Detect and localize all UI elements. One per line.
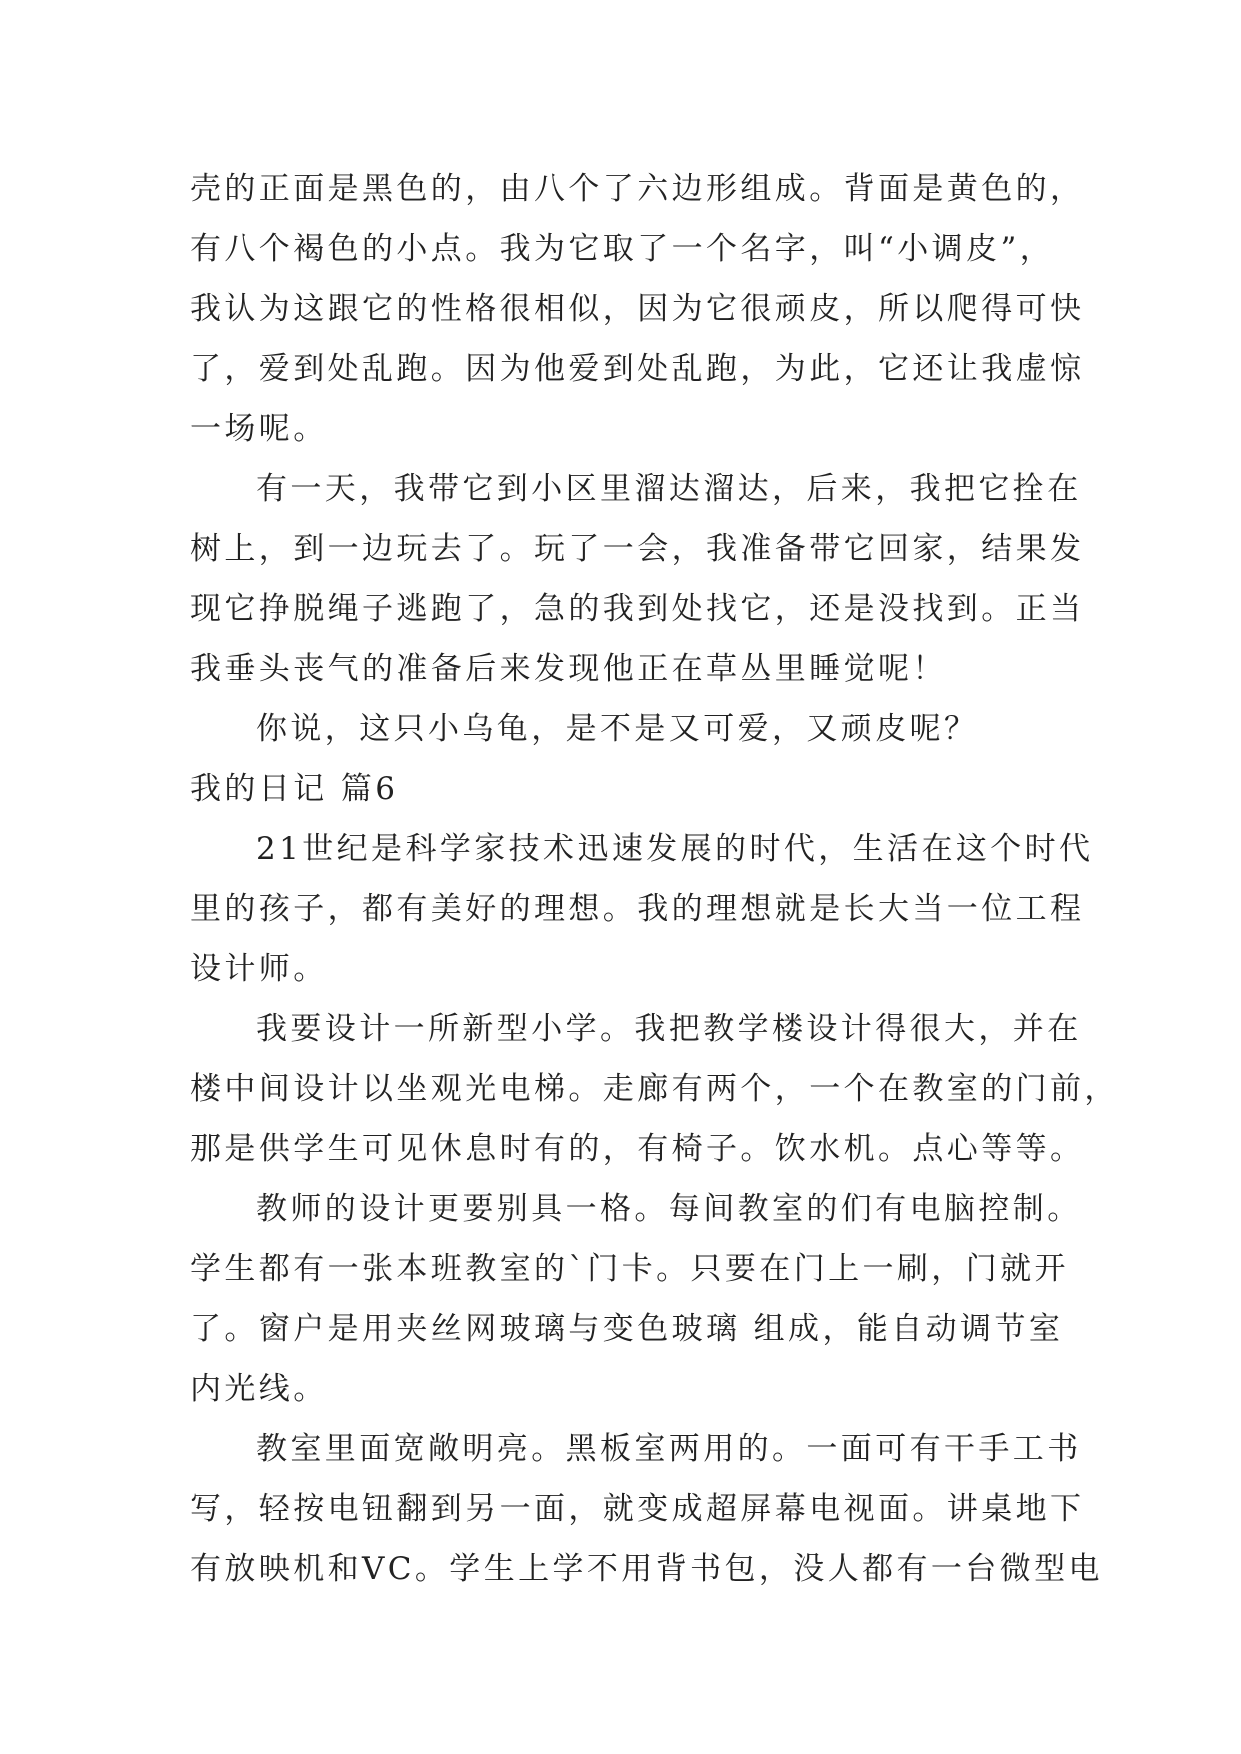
paragraph-start-line: 我要设计一所新型小学。我把教学楼设计得很大，并在	[256, 1011, 1082, 1047]
text-line: 一场呢。	[190, 411, 328, 447]
text-line: 了。窗户是用夹丝网玻璃与变色玻璃 组成，能自动调节室	[190, 1311, 1064, 1347]
text-line: 那是供学生可见休息时有的，有椅子。饮水机。点心等等。	[190, 1131, 1085, 1167]
text-line: 设计师。	[190, 951, 328, 987]
text-line: 现它挣脱绳子逃跑了，急的我到处找它，还是没找到。正当	[190, 591, 1085, 627]
text-line: 学生都有一张本班教室的`门卡。只要在门上一刷，门就开	[190, 1251, 1069, 1287]
text-line: 壳的正面是黑色的，由八个了六边形组成。背面是黄色的，	[190, 171, 1085, 207]
text-line: 树上，到一边玩去了。玩了一会，我准备带它回家，结果发	[190, 531, 1085, 567]
paragraph-start-line: 21世纪是科学家技术迅速发展的时代，生活在这个时代	[256, 831, 1094, 867]
text-line: 楼中间设计以坐观光电梯。走廊有两个，一个在教室的门前，	[190, 1071, 1119, 1107]
text-line: 有八个褐色的小点。我为它取了一个名字，叫“小调皮”，	[190, 231, 1055, 267]
paragraph-start-line: 教室里面宽敞明亮。黑板室两用的。一面可有干手工书	[256, 1431, 1082, 1467]
text-line: 内光线。	[190, 1371, 328, 1407]
text-line: 里的孩子，都有美好的理想。我的理想就是长大当一位工程	[190, 891, 1085, 927]
paragraph-start-line: 你说，这只小乌龟，是不是又可爱，又顽皮呢？	[256, 711, 979, 747]
paragraph-start-line: 教师的设计更要别具一格。每间教室的们有电脑控制。	[256, 1191, 1082, 1227]
text-line: 我认为这跟它的性格很相似，因为它很顽皮，所以爬得可快	[190, 291, 1085, 327]
text-line: 了，爱到处乱跑。因为他爱到处乱跑，为此，它还让我虚惊	[190, 351, 1085, 387]
paragraph-start-line: 有一天，我带它到小区里溜达溜达，后来，我把它拴在	[256, 471, 1082, 507]
text-line: 有放映机和VC。学生上学不用背书包，没人都有一台微型电	[190, 1551, 1103, 1587]
text-line: 写，轻按电钮翻到另一面，就变成超屏幕电视面。讲桌地下	[190, 1491, 1085, 1527]
section-heading: 我的日记 篇6	[190, 771, 399, 807]
text-line: 我垂头丧气的准备后来发现他正在草丛里睡觉呢！	[190, 651, 947, 687]
